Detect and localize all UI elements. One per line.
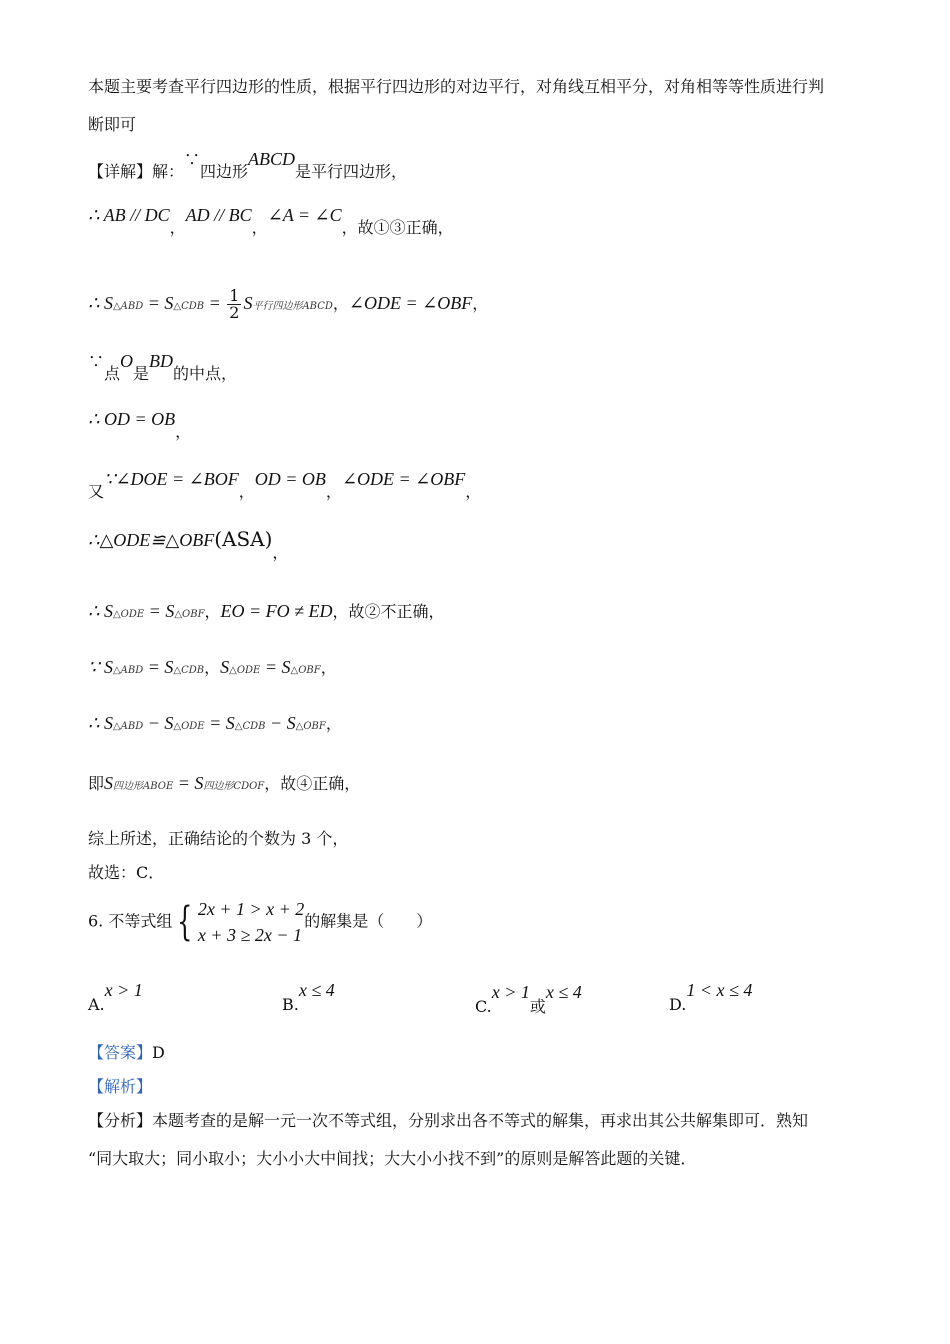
option-c[interactable]: C.x > 1或x ≤ 4 (475, 982, 582, 1016)
option-d[interactable]: D.1 < x ≤ 4 (669, 980, 753, 1014)
fenxi-line-1: 【分析】本题考查的是解一元一次不等式组，分别求出各不等式的解集，再求出其公共解集即可．熟知 (88, 1111, 809, 1130)
summary-line: 综上所述，正确结论的个数为 3 个， (88, 829, 349, 848)
detail-line-7: ∴△ODE≌△OBF(ASA)， (88, 527, 289, 562)
question-6: 6. 不等式组 { 2x + 1 > x + 2 x + 3 ≥ 2x − 1 的解集是（ ） (88, 896, 432, 948)
detail-line-1: 【详解】解：∵四边形ABCD是平行四边形， (88, 149, 408, 181)
fraction-one-half: $\frac{1}{2}$ (229, 286, 240, 322)
detail-line-4: ∵点O是BD的中点， (88, 351, 238, 383)
intro-line-2: 断即可 (88, 115, 137, 134)
system-brace: { (177, 899, 193, 945)
choice-line: 故选：C． (88, 863, 165, 882)
option-b[interactable]: B.x ≤ 4 (282, 980, 335, 1014)
detail-line-11: 即S四边形ABOE = S四边形CDOF，故④正确， (88, 773, 361, 793)
detail-line-6: 又∵∠DOE = ∠BOF，OD = OB，∠ODE = ∠OBF， (88, 469, 482, 501)
question-number: 6. (88, 911, 104, 931)
because-symbol: ∵ (184, 150, 201, 169)
fenxi-label: 【分析】 (88, 1111, 153, 1130)
detail-line-9: ∵ S△ABD = S△CDB，S△ODE = S△OBF， (88, 657, 337, 677)
fenxi-line-2: “同大取大；同小取小；大小小大中间找；大大小小找不到”的原则是解答此题的关键． (88, 1149, 697, 1168)
inequality-system: 2x + 1 > x + 2 x + 3 ≥ 2x − 1 (197, 899, 305, 945)
answer-line (88, 1042, 165, 1064)
detail-line-5: ∴ OD = OB， (88, 409, 192, 441)
analysis-label: 【解析】 (88, 1077, 153, 1096)
detail-label: 【详解】解： (88, 162, 185, 181)
answer-label: 【答案】 (88, 1043, 153, 1062)
detail-line-3: ∴ S△ABD = S△CDB = $\frac{1}{2}$ S平行四边形ABCD，∠ODE = ∠OBF， (88, 286, 489, 322)
detail-line-8: ∴ S△ODE = S△OBF，EO = FO ≠ ED，故②不正确， (88, 601, 445, 621)
option-a[interactable]: A.x > 1 (88, 980, 143, 1014)
answer-value: D (152, 1043, 165, 1062)
detail-line-2: ∴ AB // DC，AD // BC，∠A = ∠C，故①③正确， (88, 205, 454, 237)
intro-line-1: 本题主要考查平行四边形的性质，根据平行四边形的对边平行，对角线互相平分，对角相等等性质进行判 (88, 77, 825, 96)
detail-line-10: ∴ S△ABD − S△ODE = S△CDB − S△OBF， (88, 713, 342, 733)
